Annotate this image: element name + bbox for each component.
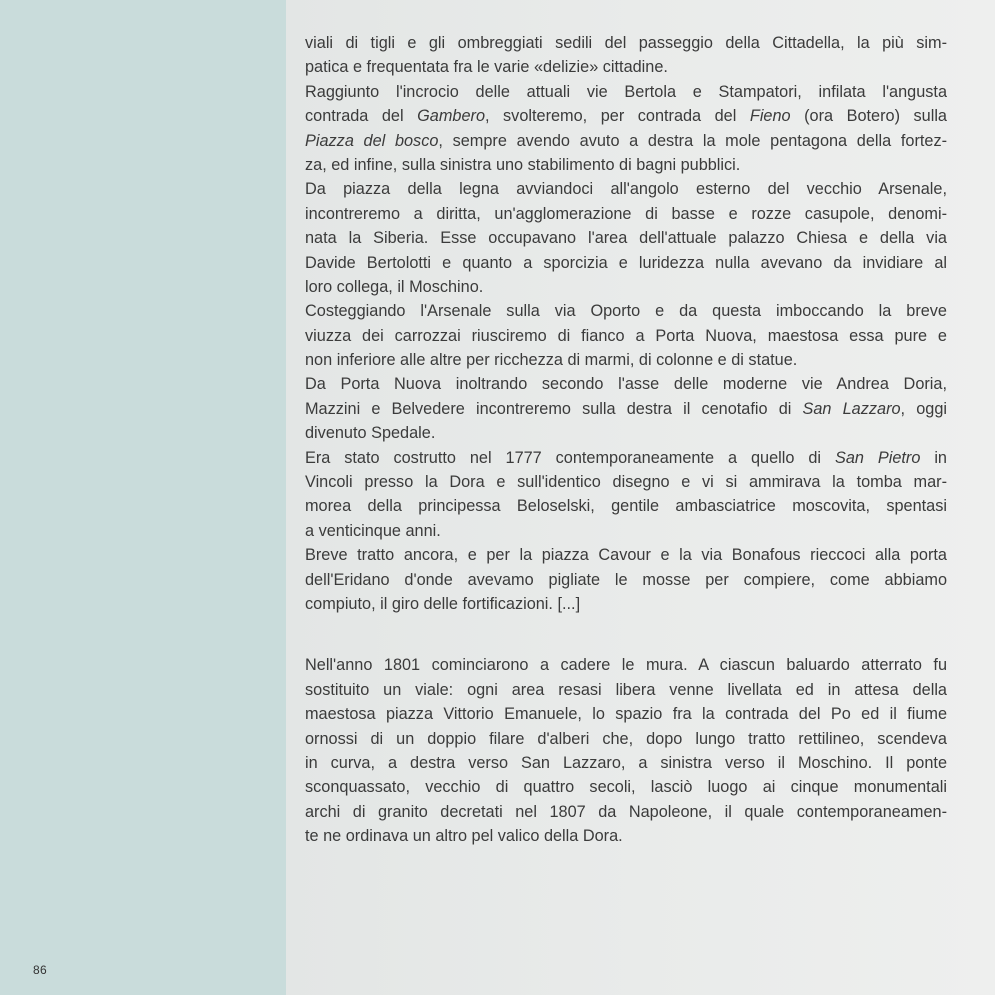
text-segment: non inferiore alle altre per ricchezza di marmi, di colonne e di statue.: [305, 351, 798, 370]
text-segment: maestosa piazza Vittorio Emanuele, lo spazio fra la contrada del Po ed il fiume: [305, 705, 947, 724]
text-segment: compiuto, il giro delle fortificazioni. [...]: [305, 594, 581, 613]
text-line: [305, 751, 947, 775]
text-segment: sostituito un viale: ogni area resasi libera venne livellata ed in attesa della: [305, 680, 947, 699]
text-line: [305, 202, 947, 226]
text-line: [305, 494, 947, 518]
text-line: [305, 177, 947, 201]
text-line: [305, 299, 947, 323]
text-line: [305, 324, 947, 348]
text-line: [305, 226, 947, 250]
text-line: [305, 653, 947, 677]
italic-text-segment: San Pietro: [834, 448, 921, 467]
text-line: [305, 702, 947, 726]
text-segment: Davide Bertolotti e quanto a sporcizia e luridezza nulla avevano da invidiare al: [305, 253, 947, 272]
text-segment: , oggi: [900, 399, 947, 418]
text-line: [305, 372, 947, 396]
text-segment: morea della principessa Beloselski, gentile ambasciatrice moscovita, spentasi: [305, 497, 947, 516]
text-segment: nata la Siberia. Esse occupavano l'area dell'attuale palazzo Chiesa e della via: [305, 229, 947, 248]
text-segment: Raggiunto l'incrocio delle attuali vie Bertola e Stampatori, infilata l'angusta: [305, 82, 947, 101]
text-segment: te ne ordinava un altro pel valico della Dora.: [305, 827, 623, 846]
text-segment: loro collega, il Moschino.: [305, 277, 484, 296]
left-margin-panel: [0, 0, 286, 995]
text-segment: Nell'anno 1801 cominciarono a cadere le mura. A ciascun baluardo atterrato fu: [305, 656, 947, 675]
italic-text-segment: San Lazzaro: [802, 399, 901, 418]
text-segment: Da piazza della legna avviandoci all'angolo esterno del vecchio Arsenale,: [305, 180, 947, 199]
text-line: [305, 775, 947, 799]
text-line: [305, 824, 947, 848]
text-line: [305, 55, 947, 79]
page-number: 86: [33, 963, 47, 977]
text-segment: ornossi di un doppio filare d'alberi che, dopo lungo tratto rettilineo, scendeva: [305, 729, 947, 748]
text-segment: viali di tigli e gli ombreggiati sedili del passeggio della Cittadella, la più sim-: [305, 34, 947, 52]
text-segment: divenuto Spedale.: [305, 424, 436, 443]
text-segment: , svolteremo, per contrada del: [485, 107, 750, 126]
text-line: [305, 678, 947, 702]
text-line: [305, 251, 947, 275]
italic-text-segment: Fieno: [749, 107, 791, 126]
text-line: [305, 275, 947, 299]
text-line: [305, 348, 947, 372]
text-line: [305, 31, 947, 55]
text-line: [305, 543, 947, 567]
text-segment: Era stato costrutto nel 1777 contemporaneamente a quello di: [305, 448, 835, 467]
text-segment: Vincoli presso la Dora e sull'identico disegno e vi si ammirava la tomba mar-: [305, 473, 947, 492]
text-line: [305, 80, 947, 104]
text-segment: dell'Eridano d'onde avevamo pigliate le mosse per compiere, come abbiamo: [305, 570, 947, 589]
italic-text-segment: Gambero: [417, 107, 485, 126]
text-segment: Da Porta Nuova inoltrando secondo l'asse delle moderne vie Andrea Doria,: [305, 375, 947, 394]
text-line: [305, 104, 947, 128]
text-segment: a venticinque anni.: [305, 521, 441, 540]
text-segment: viuzza dei carrozzai riusciremo di fianco a Porta Nuova, maestosa essa pure e: [305, 326, 947, 345]
text-segment: za, ed infine, sulla sinistra uno stabilimento di bagni pubblici.: [305, 155, 741, 174]
body-text: [305, 31, 947, 849]
text-segment: Mazzini e Belvedere incontreremo sulla destra il cenotafio di: [305, 399, 803, 418]
text-segment: in curva, a destra verso San Lazzaro, a sinistra verso il Moschino. Il ponte: [305, 753, 947, 772]
text-segment: patica e frequentata fra le varie «delizie» cittadine.: [305, 58, 668, 77]
text-segment: Costeggiando l'Arsenale sulla via Oporto e da questa imboccando la breve: [305, 302, 947, 321]
text-line: [305, 421, 947, 445]
text-segment: incontreremo a diritta, un'agglomerazione di basse e rozze casupole, denomi-: [305, 204, 947, 223]
text-line: [305, 568, 947, 592]
text-segment: Breve tratto ancora, e per la piazza Cavour e la via Bonafous rieccoci alla porta: [305, 546, 947, 565]
text-segment: in: [920, 448, 947, 467]
text-segment: contrada del: [305, 107, 418, 126]
text-line: [305, 470, 947, 494]
text-segment: archi di granito decretati nel 1807 da Napoleone, il quale contemporaneamen-: [305, 802, 947, 821]
paragraph-break: [305, 616, 947, 653]
text-line: [305, 153, 947, 177]
text-line: [305, 727, 947, 751]
italic-text-segment: Piazza del bosco: [305, 131, 439, 150]
text-line: [305, 129, 947, 153]
text-line: [305, 800, 947, 824]
text-segment: sconquassato, vecchio di quattro secoli, lasciò luogo ai cinque monumentali: [305, 778, 947, 797]
text-segment: (ora Botero) sulla: [790, 107, 947, 126]
text-line: [305, 446, 947, 470]
text-line: [305, 397, 947, 421]
text-line: [305, 592, 947, 616]
text-segment: , sempre avendo avuto a destra la mole pentagona della fortez-: [438, 131, 947, 150]
text-line: [305, 519, 947, 543]
